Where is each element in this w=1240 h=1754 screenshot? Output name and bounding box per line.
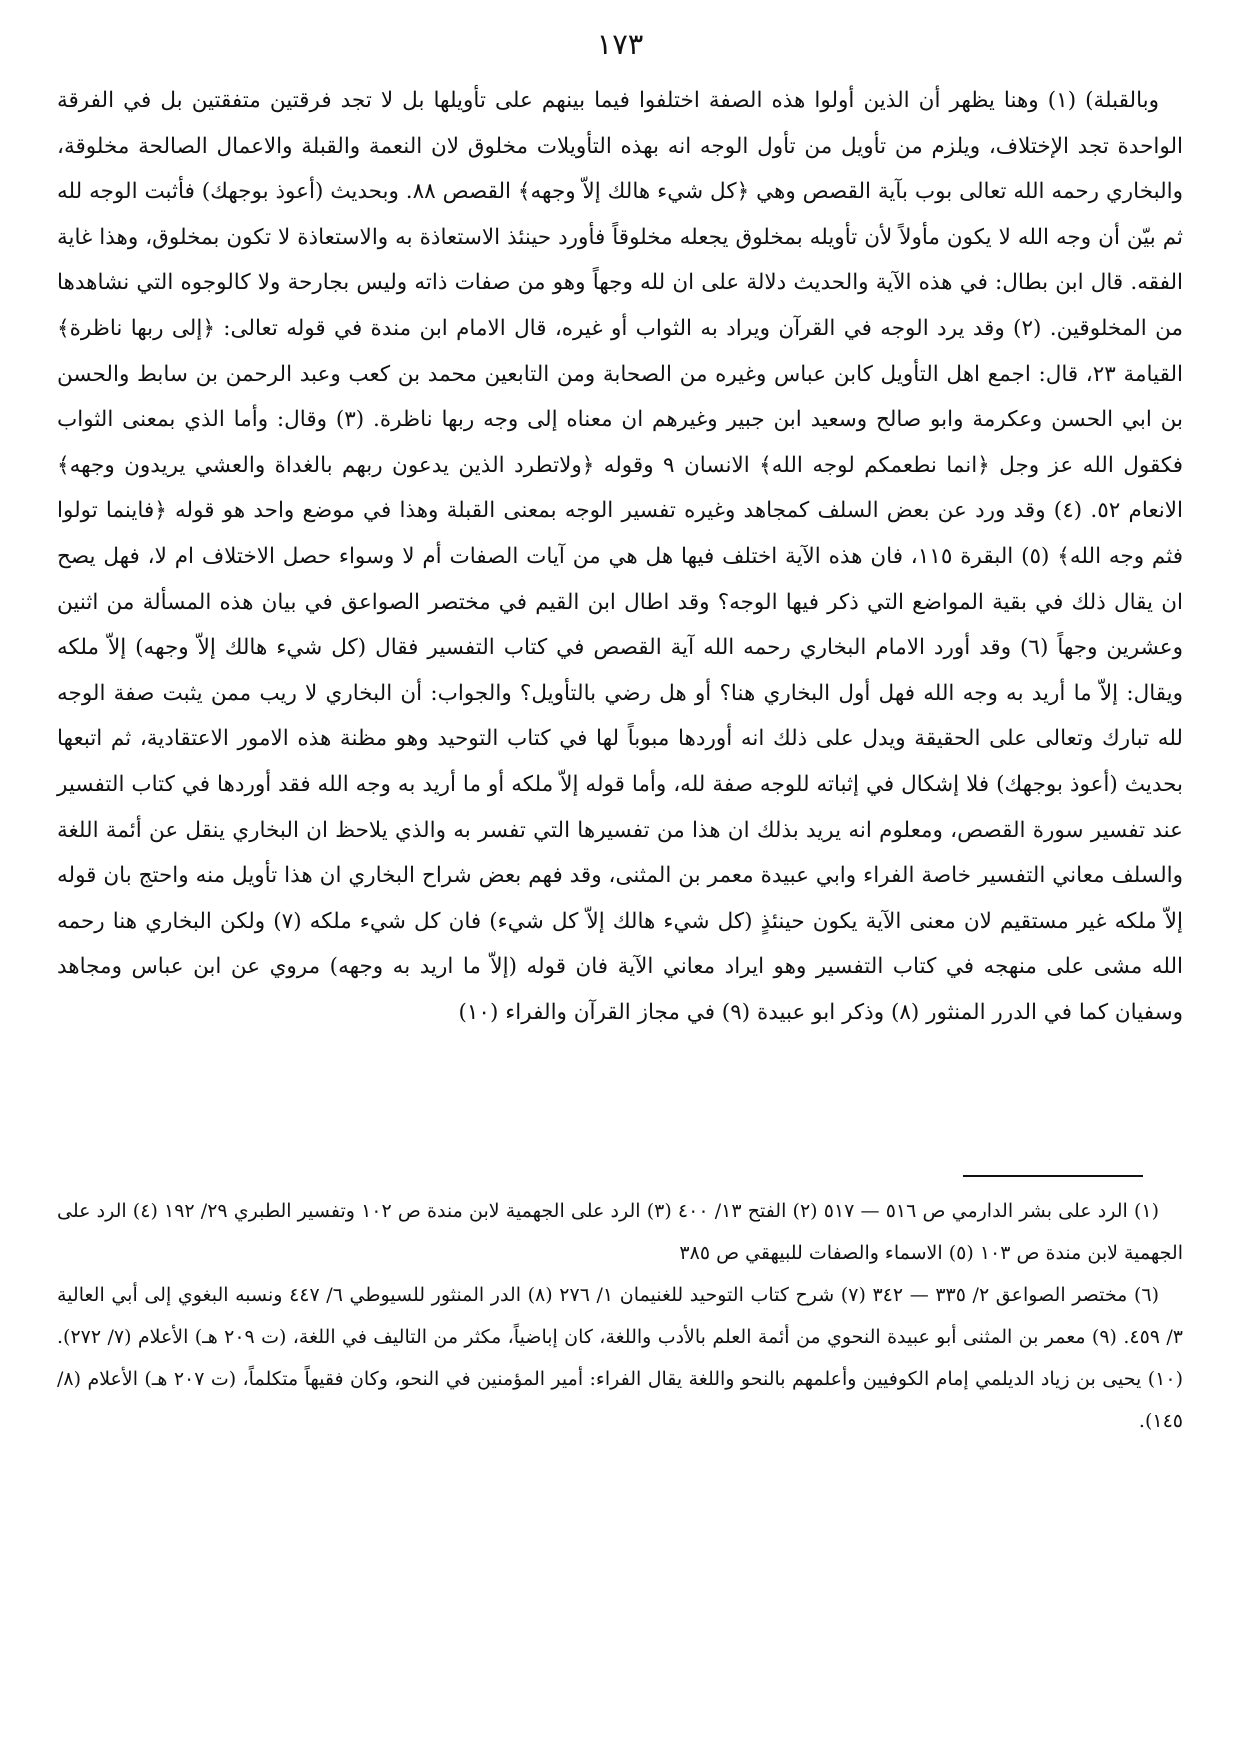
page-number: ١٧٣ (596, 27, 644, 61)
footnotes (57, 1190, 1183, 1442)
main-text (57, 78, 1183, 1035)
footnote-block-2: (٦) مختصر الصواعق ٢/ ٣٣٥ — ٣٤٢ (٧) شرح كتاب التوحيد للغنيمان ١/ ٢٧٦ (٨) الدر المنثور للسيوطي ٦/ ٤٤٧ ونسبه البغوي إلى أبي العالية ٣/ ٤٥٩. (٩) معمر بن المثنى أبو عبيدة النحوي من أئمة العلم بالأدب واللغة، كان إباضياً، مكثر من التاليف في اللغة، (ت ٢٠٩ هـ) الأعلام (٧/ ٢٧٢). (١٠) يحيى بن زياد الديلمي إمام الكوفيين وأعلمهم بالنحو واللغة يقال الفراء: أمير المؤمنين في النحو، وكان فقيهاً متكلماً، (ت ٢٠٧ هـ) الأعلام (٨/ ١٤٥). (57, 1284, 1183, 1432)
footnote-block-1: (١) الرد على بشر الدارمي ص ٥١٦ — ٥١٧ (٢) الفتح ١٣/ ٤٠٠ (٣) الرد على الجهمية لابن مندة ص ١٠٢ وتفسير الطبري ٢٩/ ١٩٢ (٤) الرد على الجهمية لابن مندة ص ١٠٣ (٥) الاسماء والصفات للبيهقي ص ٣٨٥ (57, 1200, 1183, 1264)
footnote-separator (963, 1175, 1143, 1177)
body-paragraph: وبالقبلة) (١) وهنا يظهر أن الذين أولوا هذه الصفة اختلفوا فيما بينهم على تأويلها بل لا تجد فرقتين متفقتين بل في الفرقة الواحدة تجد الإختلاف، ويلزم من تأويل من تأول الوجه انه بهذه التأويلات مخلوق لان النعمة والقبلة والاعمال الصالحة مخلوقة، والبخاري رحمه الله تعالى بوب بآية القصص وهي ﴿كل شيء هالك إلاّ وجهه﴾ القصص ٨٨. وبحديث (أعوذ بوجهك) فأثبت الوجه لله ثم بيّن أن وجه الله لا يكون مأولاً لأن تأويله بمخلوق يجعله مخلوقاً فأورد حينئذ الاستعاذة به والاستعاذة لا تكون بمخلوق، وهذا غاية الفقه. قال ابن بطال: في هذه الآية والحديث دلالة على ان لله وجهاً وهو من صفات ذاته وليس بجارحة ولا كالوجوه التي نشاهدها من المخلوقين. (٢) وقد يرد الوجه في القرآن ويراد به الثواب أو غيره، قال الامام ابن مندة في قوله تعالى: ﴿إلى ربها ناظرة﴾ القيامة ٢٣، قال: اجمع اهل التأويل كابن عباس وغيره من الصحابة ومن التابعين محمد بن كعب وعبد الرحمن بن سابط والحسن بن ابي الحسن وعكرمة وابو صالح وسعيد ابن جبير وغيرهم ان معناه إلى وجه ربها ناظرة. (٣) وقال: وأما الذي بمعنى الثواب فكقول الله عز وجل ﴿انما نطعمكم لوجه الله﴾ الانسان ٩ وقوله ﴿ولاتطرد الذين يدعون ربهم بالغداة والعشي يريدون وجهه﴾ الانعام ٥٢. (٤) وقد ورد عن بعض السلف كمجاهد وغيره تفسير الوجه بمعنى القبلة وهذا في موضع واحد هو قوله ﴿فاينما تولوا فثم وجه الله﴾ (٥) البقرة ١١٥، فان هذه الآية اختلف فيها هل هي من آيات الصفات أم لا وسواء حصل الاختلاف ام لا، فهل يصح ان يقال ذلك في بقية المواضع التي ذكر فيها الوجه؟ وقد اطال ابن القيم في مختصر الصواعق في بيان هذه المسألة من اثنين وعشرين وجهاً (٦) وقد أورد الامام البخاري رحمه الله آية القصص في كتاب التفسير فقال (كل شيء هالك إلاّ وجهه) إلاّ ملكه ويقال: إلاّ ما أريد به وجه الله فهل أول البخاري هنا؟ أو هل رضي بالتأويل؟ والجواب: أن البخاري لا ريب ممن يثبت صفة الوجه لله تبارك وتعالى على الحقيقة ويدل على ذلك انه أوردها مبوباً لها في كتاب التوحيد وهو مظنة هذه الامور الاعتقادية، ثم اتبعها بحديث (أعوذ بوجهك) فلا إشكال في إثباته للوجه صفة لله، وأما قوله إلاّ ملكه أو ما أريد به وجه الله فقد أوردها في كتاب التفسير عند تفسير سورة القصص، ومعلوم انه يريد بذلك ان هذا من تفسيرها التي تفسر به والذي يلاحظ ان البخاري ينقل عن أئمة اللغة والسلف معاني التفسير خاصة الفراء وابي عبيدة معمر بن المثنى، وقد فهم بعض شراح البخاري ان هذا تأويل منه واحتج بان قوله إلاّ ملكه غير مستقيم لان معنى الآية يكون حينئذٍ (كل شيء هالك إلاّ كل شيء) فان كل شيء ملكه (٧) ولكن البخاري هنا رحمه الله مشى على منهجه في كتاب التفسير وهو ايراد معاني الآية فان قوله (إلاّ ما اريد به وجهه) مروي عن ابن عباس ومجاهد وسفيان كما في الدرر المنثور (٨) وذكر ابو عبيدة (٩) في مجاز القرآن والفراء (١٠) (57, 88, 1184, 1025)
